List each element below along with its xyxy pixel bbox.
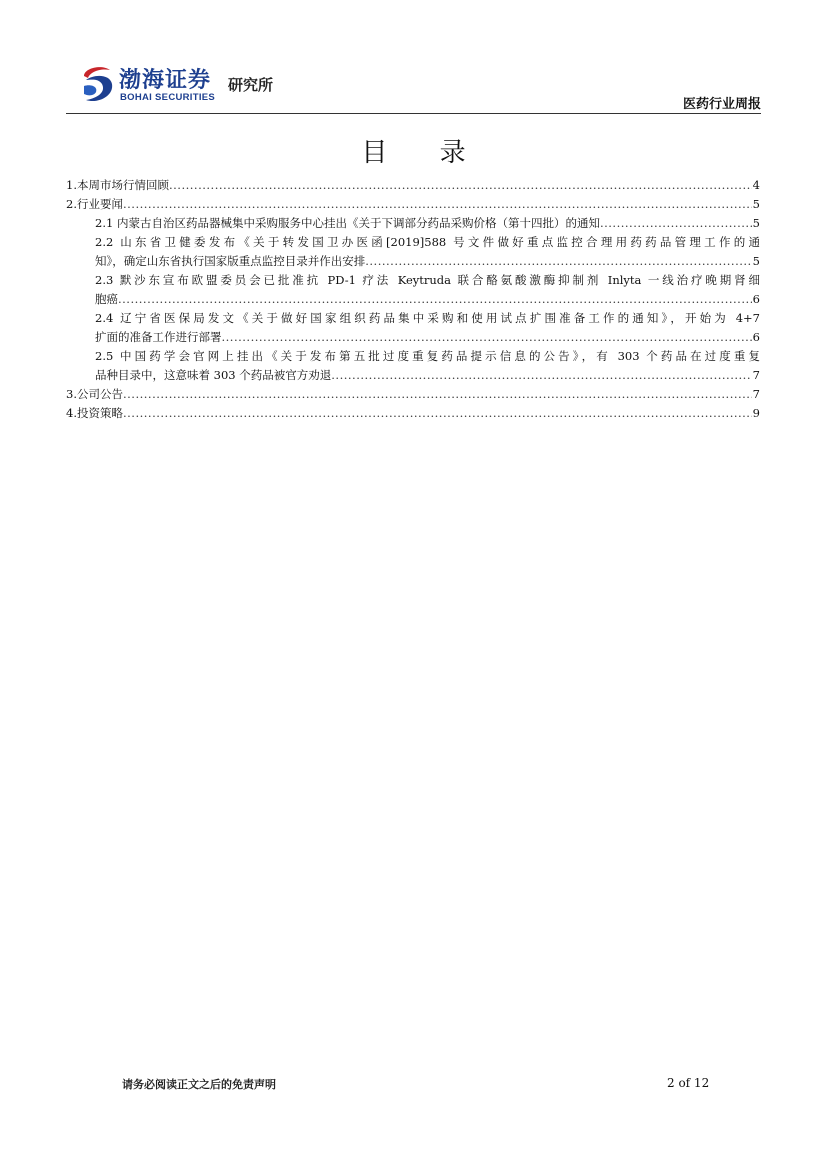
toc-entry-title-line1: 2.3 默沙东宣布欧盟委员会已批准抗 PD-1 疗法 Keytruda 联合酪氨酸激酶抑制剂 Inlyta 一线治疗晚期肾细 — [95, 273, 760, 287]
table-of-contents — [66, 176, 760, 423]
toc-entry-page: 7 — [752, 368, 760, 382]
toc-entry-title: 3.公司公告 — [66, 387, 123, 401]
toc-entry-title-line2: 品种目录中，这意味着 303 个药品被官方劝退 — [95, 368, 332, 382]
toc-leader-dots — [600, 214, 752, 233]
toc-title: 目 录 — [361, 138, 488, 168]
toc-entry-page: 9 — [752, 406, 760, 420]
toc-leader-dots — [123, 195, 752, 214]
logo-company-name-cn: 渤海证券 — [119, 68, 212, 93]
logo-company-name-en: BOHAI SECURITIES — [120, 92, 216, 103]
toc-entry-page: 7 — [752, 387, 760, 401]
toc-entry-page: 5 — [752, 197, 760, 211]
toc-entry-title-line1: 2.5 中国药学会官网上挂出《关于发布第五批过度重复药品提示信息的公告》，有 303 个药品在过度重复 — [95, 349, 760, 363]
header-divider — [66, 113, 761, 114]
toc-entry[interactable] — [66, 385, 760, 404]
toc-entry-title-line2: 知》，确定山东省执行国家版重点监控目录并作出安排 — [95, 254, 366, 268]
toc-entry-title: 2.1 内蒙古自治区药品器械集中采购服务中心挂出《关于下调部分药品采购价格（第十四批）的通知 — [95, 216, 600, 230]
toc-entry[interactable] — [66, 195, 760, 214]
toc-entry[interactable] — [66, 404, 760, 423]
toc-entry[interactable] — [66, 271, 760, 309]
toc-entry-page: 6 — [752, 330, 760, 344]
toc-leader-dots — [118, 290, 752, 309]
toc-leader-dots — [123, 404, 752, 423]
bohai-securities-logo-icon — [80, 64, 116, 104]
toc-entry-title-line1: 2.2 山东省卫健委发布《关于转发国卫办医函[2019]588 号文件做好重点监控合理用药药品管理工作的通 — [95, 235, 760, 249]
toc-entry[interactable] — [66, 176, 760, 195]
toc-leader-dots — [222, 328, 752, 347]
toc-leader-dots — [331, 366, 751, 385]
toc-leader-dots — [169, 176, 752, 195]
toc-entry[interactable] — [66, 214, 760, 233]
toc-entry-title-line1: 2.4 辽宁省医保局发文《关于做好国家组织药品集中采购和使用试点扩围准备工作的通知》，开始为 4+7 — [95, 311, 760, 325]
toc-entry[interactable] — [66, 309, 760, 347]
toc-entry-page: 6 — [752, 292, 760, 306]
toc-entry-page: 4 — [752, 178, 760, 192]
toc-entry-title-line2: 扩面的准备工作进行部署 — [95, 330, 222, 344]
report-type-label: 医药行业周报 — [682, 97, 761, 112]
toc-entry-title: 4.投资策略 — [66, 406, 123, 420]
logo-institute-label: 研究所 — [228, 76, 274, 94]
toc-leader-dots — [123, 385, 752, 404]
toc-leader-dots — [365, 252, 751, 271]
toc-entry-title: 1.本周市场行情回顾 — [66, 178, 169, 192]
toc-entry-title-line2: 胞癌 — [95, 292, 118, 306]
toc-entry-page: 5 — [752, 216, 760, 230]
toc-entry-page: 5 — [752, 254, 760, 268]
toc-entry-title: 2.行业要闻 — [66, 197, 123, 211]
footer-disclaimer: 请务必阅读正文之后的免责声明 — [122, 1078, 276, 1091]
footer-page-number: 2 of 12 — [667, 1076, 710, 1090]
toc-entry[interactable] — [66, 347, 760, 385]
toc-entry[interactable] — [66, 233, 760, 271]
